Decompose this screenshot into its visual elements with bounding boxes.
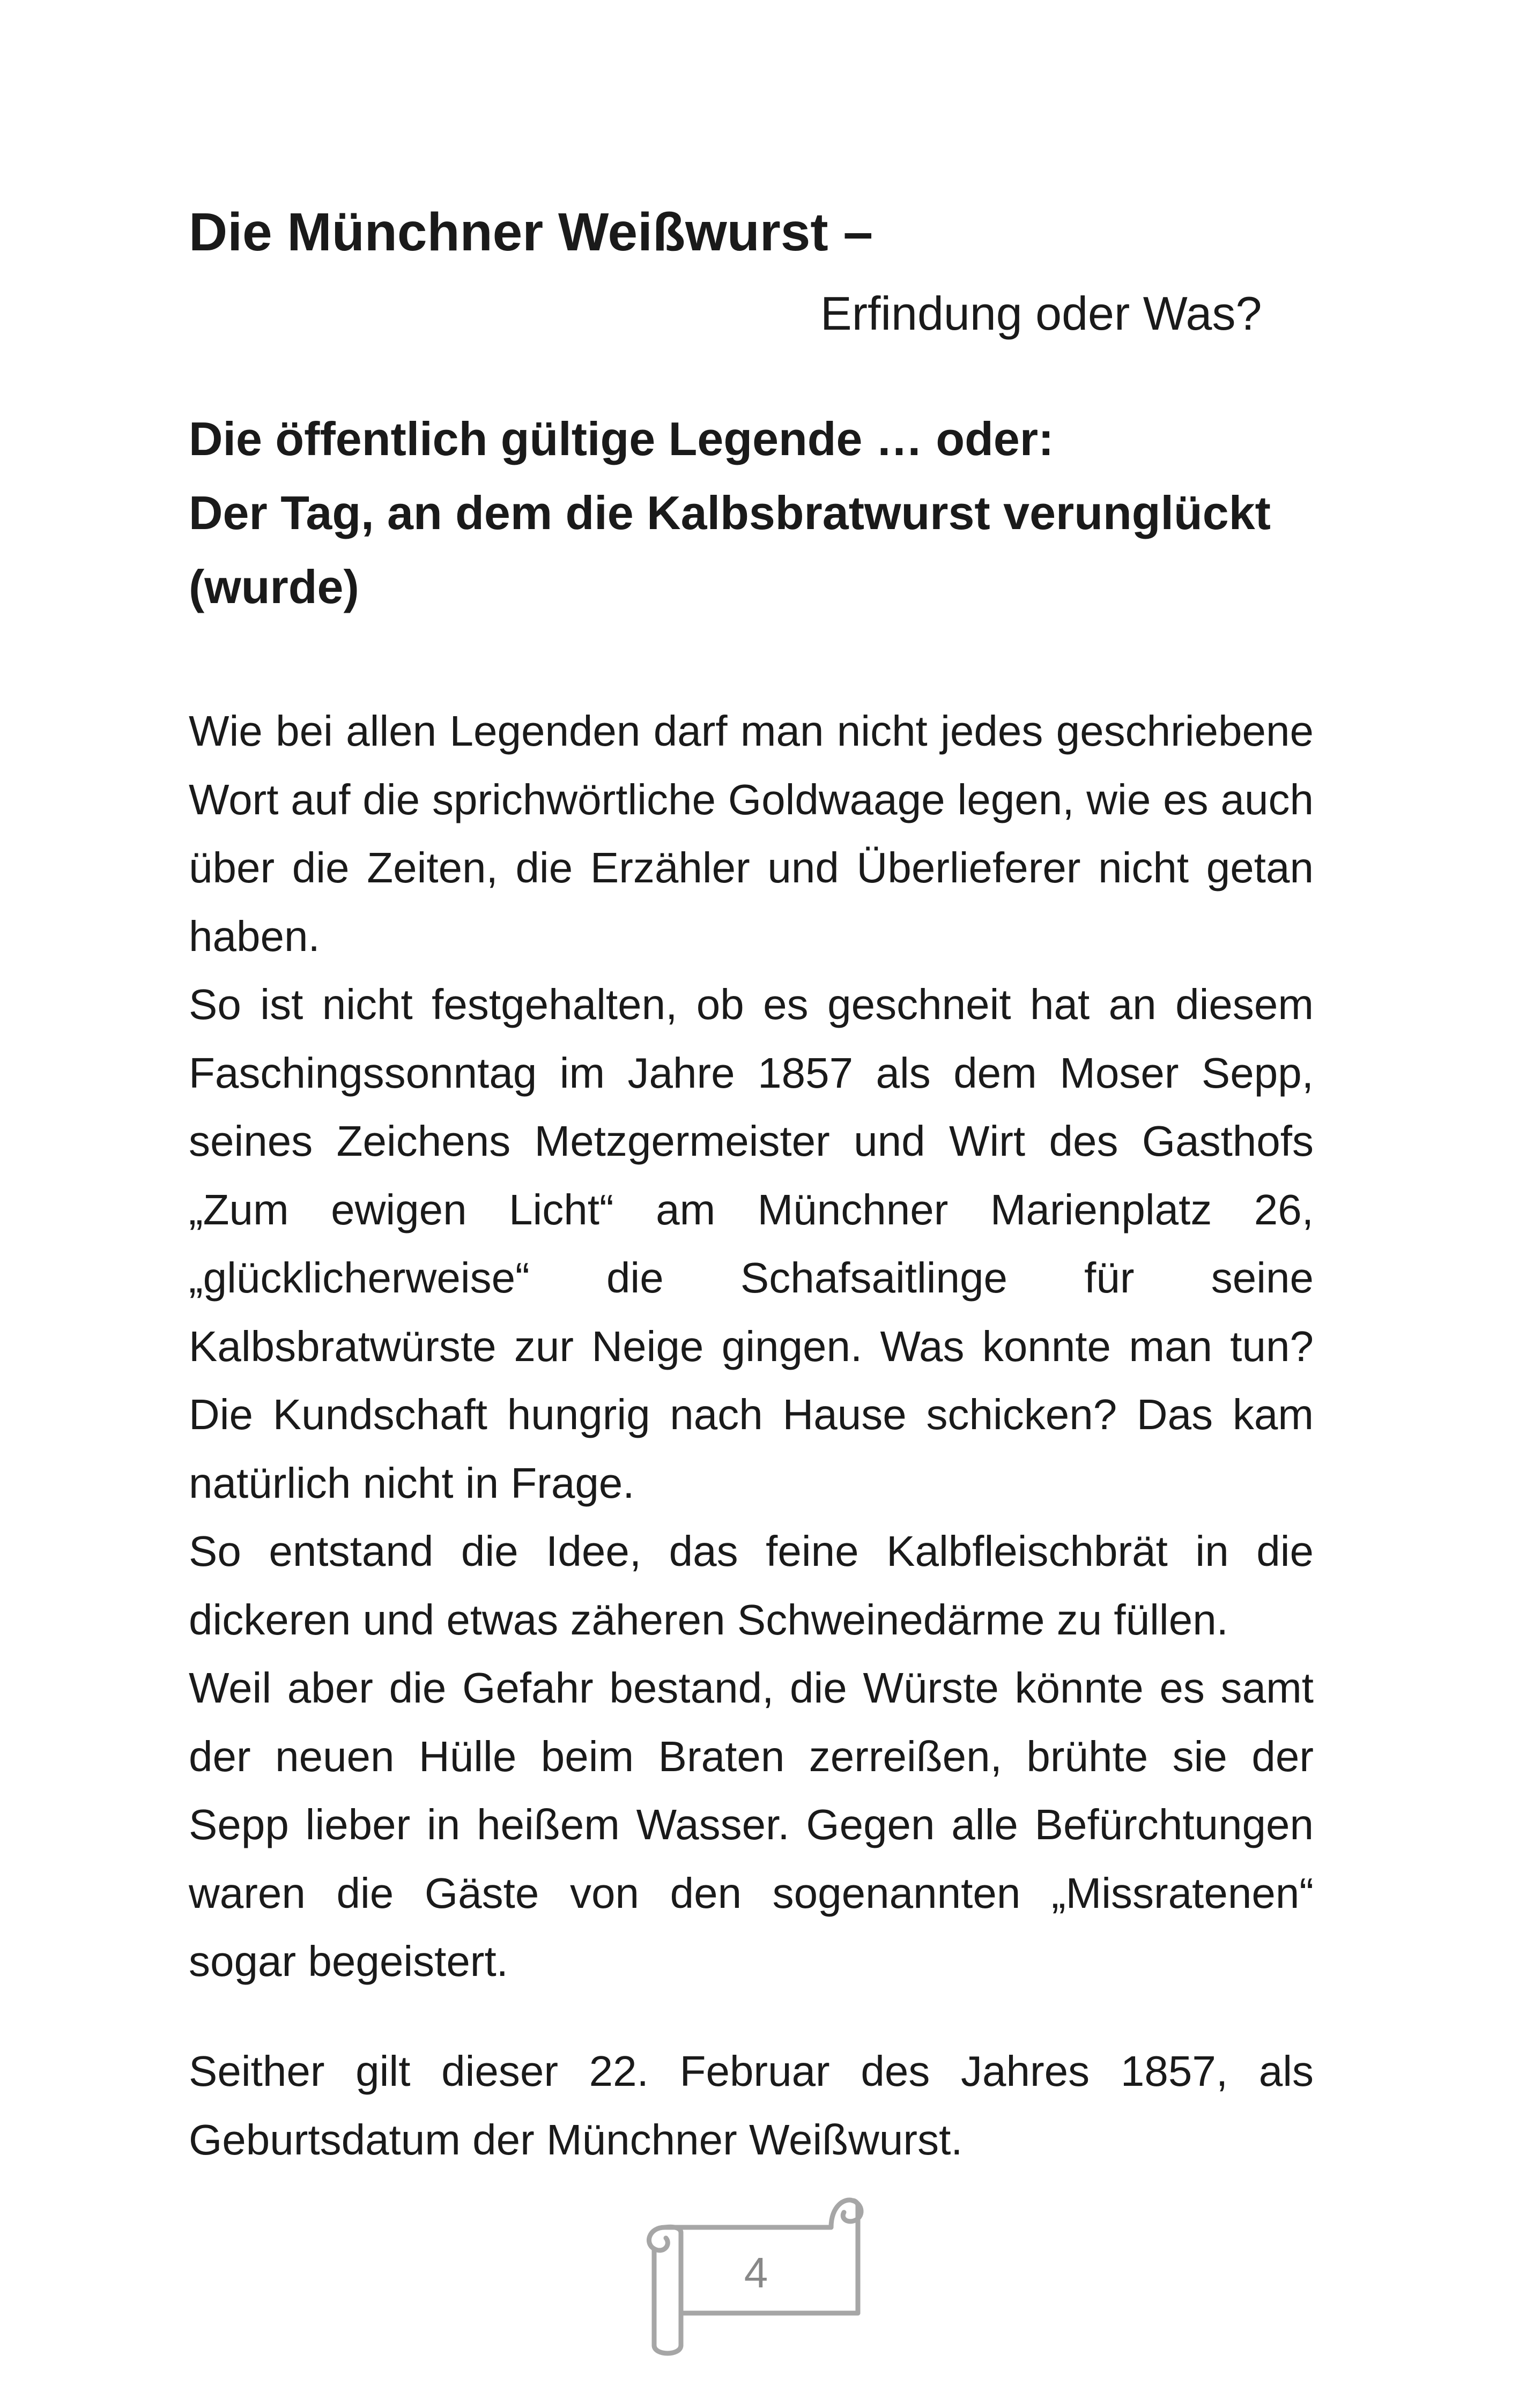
body-paragraph: Wie bei allen Legenden darf man nicht jedes geschriebene Wort auf die sprichwörtliche Goldwaage legen, wie es auch über die Zeiten, die Erzähler und Überlieferer nicht getan haben. [189, 707, 1314, 960]
body-text [189, 697, 1314, 1996]
body-paragraph: Weil aber die Gefahr bestand, die Würste könnte es samt der neuen Hülle beim Braten zerreißen, brühte sie der Sepp lieber in heißem Wasser. Gegen alle Befürchtungen waren die Gäste von den sogenannten „Missratenen“ sogar begeistert. [189, 1664, 1314, 1985]
body-paragraph: So entstand die Idee, das feine Kalbfleischbrät in die dickeren und etwas zäheren Schweinedärme zu füllen. [189, 1527, 1314, 1644]
closing-paragraph: Seither gilt dieser 22. Februar des Jahres 1857, als Geburtsdatum der Münchner Weißwurst. [189, 2047, 1314, 2164]
closing-paragraph-block [189, 2037, 1314, 2174]
body-paragraph: So ist nicht festgehalten, ob es geschneit hat an diesem Faschingssonntag im Jahre 1857 als dem Moser Sepp, seines Zeichens Metzgermeister und Wirt des Gasthofs „Zum ewigen Licht“ am Münchner Marienplatz 26, „glücklicherweise“ die Schafsaitlinge für seine Kalbsbratwürste zur Neige gingen. Was konnte man tun? Die Kundschaft hungrig nach Hause schicken? Das kam natürlich nicht in Frage. [189, 980, 1314, 1507]
section-heading [189, 402, 1342, 624]
page-title: Die Münchner Weißwurst – [189, 202, 873, 262]
section-heading-line: Der Tag, an dem die Kalbsbratwurst verunglückt [189, 486, 1271, 539]
page-number-badge [633, 2184, 879, 2367]
section-heading-line: (wurde) [189, 560, 359, 613]
section-heading-line: Die öffentlich gültige Legende … oder: [189, 412, 1054, 465]
page-number: 4 [744, 2249, 768, 2296]
page-subtitle: Erfindung oder Was? [820, 287, 1262, 340]
